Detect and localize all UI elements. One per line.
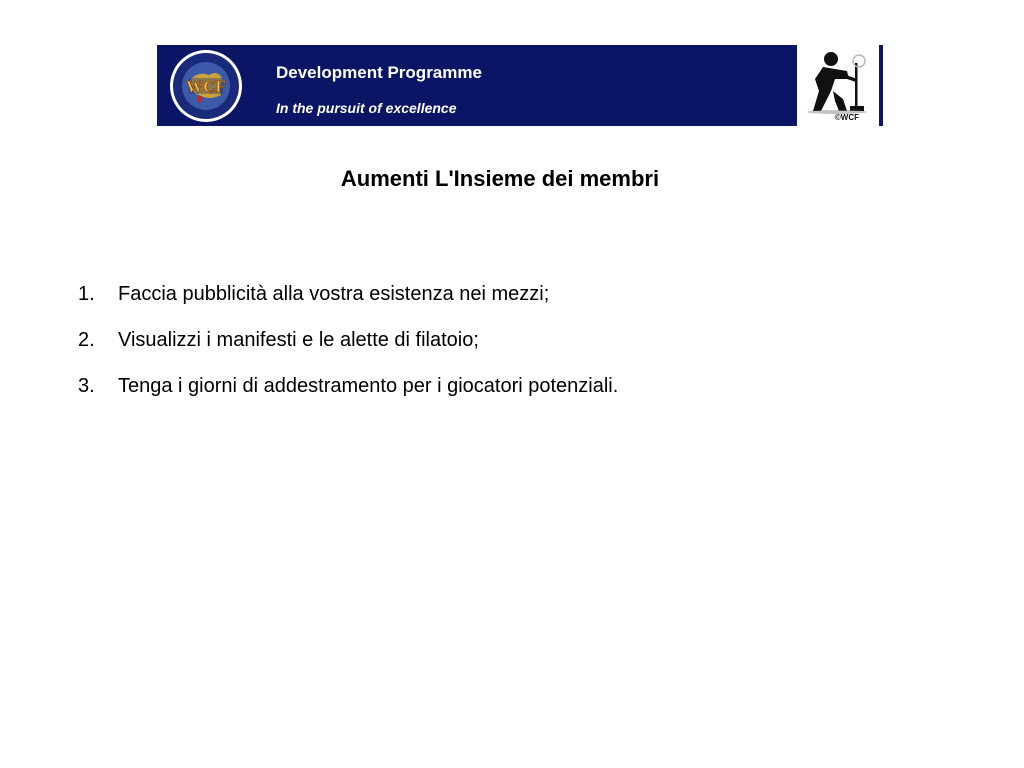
banner-title: Development Programme — [276, 63, 482, 82]
copyright-text: ©WCF — [834, 113, 859, 122]
logo-text: WCF — [186, 77, 226, 96]
list-item-number: 1. — [78, 283, 95, 305]
croquet-player-logo — [797, 45, 879, 126]
list-item-number: 2. — [78, 329, 95, 351]
list-item — [78, 326, 618, 372]
list-item-text: Visualizzi i manifesti e le alette di filatoio; — [118, 329, 479, 351]
bullet-list — [78, 280, 618, 418]
slide-title: Aumenti L'Insieme dei membri — [340, 166, 660, 191]
list-item-text: Tenga i giorni di addestramento per i giocatori potenziali. — [118, 375, 619, 397]
list-item — [78, 372, 618, 418]
list-item-text: Faccia pubblicità alla vostra esistenza nei mezzi; — [118, 283, 550, 305]
banner-subtitle: In the pursuit of excellence — [276, 100, 457, 116]
list-item-number: 3. — [78, 375, 95, 397]
list-item — [78, 280, 618, 326]
wcf-logo — [169, 49, 243, 123]
header-banner — [157, 45, 883, 126]
